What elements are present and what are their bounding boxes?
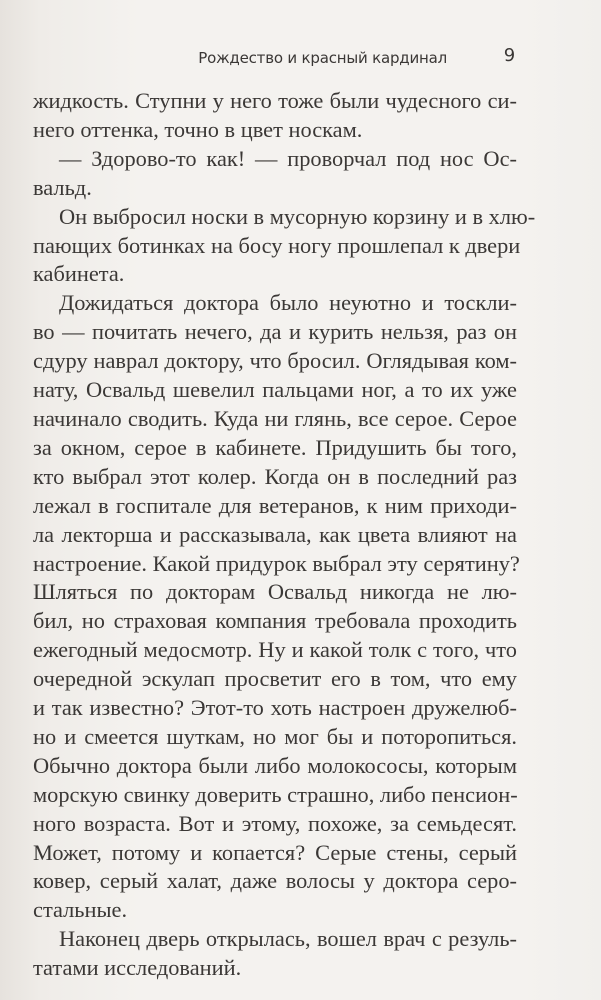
text-line: и так известно? Этот-то хоть настроен дружелюб- <box>33 695 517 721</box>
text-line: вальд. <box>33 174 92 200</box>
text-line: Обычно доктора были либо молокососы, которым <box>33 752 517 778</box>
text-line: стальные. <box>33 897 128 923</box>
text-line: ного возраста. Вот и этому, похоже, за семьдесят. <box>33 810 517 836</box>
paragraph <box>33 203 536 290</box>
running-title: Рождество и красный кардинал <box>198 49 447 67</box>
text-line: Он выбросил носки в мусорную корзину и в хлю- <box>59 203 536 229</box>
paragraph <box>33 289 520 925</box>
text-line: ла лекторша и рассказывала, как цвета влияют на <box>33 521 517 547</box>
text-line: кабинета. <box>33 261 125 287</box>
text-line: пающих ботинках на босу ногу прошлепал к двери <box>33 232 521 258</box>
text-line: кто выбрал этот колер. Когда он в последний раз <box>33 463 517 489</box>
text-line: бил, но страховая компания требовала проходить <box>33 608 517 634</box>
text-line: но и смеется шуткам, но мог бы и поторопиться. <box>33 723 517 749</box>
text-line: нату, Освальд шевелил пальцами ног, а то их уже <box>33 377 517 403</box>
running-head <box>33 45 517 71</box>
text-line: сдуру наврал доктору, что бросил. Оглядывая ком- <box>33 348 517 374</box>
text-line: очередной эскулап просветит его в том, что ему <box>33 666 517 692</box>
text-line: ковер, серый халат, даже волосы у доктора серо- <box>33 868 517 894</box>
text-line: во — почитать нечего, да и курить нельзя, раз он <box>33 319 517 345</box>
text-line: начинало сводить. Куда ни глянь, все серое. Серое <box>33 405 517 431</box>
text-line: морскую свинку доверить страшно, либо пенсион- <box>33 781 518 807</box>
paragraph <box>33 145 517 203</box>
text-line: за окном, серое в кабинете. Придушить бы того, <box>33 434 517 460</box>
text-line: него оттенка, точно в цвет носкам. <box>33 116 363 142</box>
text-line: жидкость. Ступни у него тоже были чудесного си- <box>33 88 517 113</box>
text-line: татами исследований. <box>33 955 242 981</box>
paragraph <box>33 87 517 145</box>
page-number: 9 <box>503 45 515 66</box>
body-text <box>33 87 536 983</box>
text-line: Наконец дверь открылась, вошел врач с резуль- <box>59 926 517 952</box>
text-line: лежал в госпитале для ветеранов, к ним приходи- <box>33 492 517 518</box>
text-line: настроение. Какой придурок выбрал эту серятину? <box>33 550 520 576</box>
text-line: Может, потому и копается? Серые стены, серый <box>33 839 517 865</box>
text-line: ежегодный медосмотр. Ну и какой толк с того, что <box>33 637 517 663</box>
text-line: — Здорово-то как! — проворчал под нос Ос- <box>59 145 517 171</box>
text-line: Дожидаться доктора было неуютно и тоскли- <box>59 290 517 316</box>
paragraph <box>33 925 517 983</box>
text-line: Шляться по докторам Освальд никогда не лю- <box>33 579 517 605</box>
